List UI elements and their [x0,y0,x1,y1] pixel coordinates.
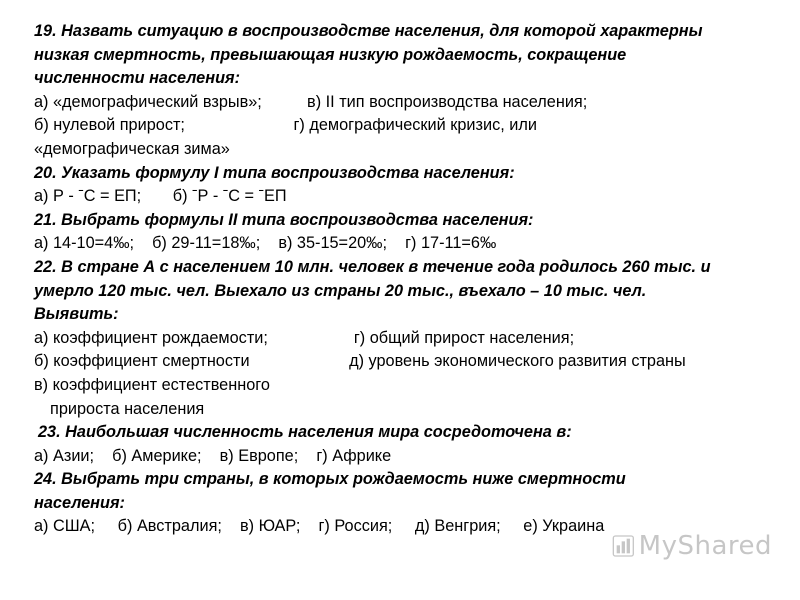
answer-line: а) «демографический взрыв»; в) II тип воспроизводства населения; [34,92,588,111]
question-line: 22. В стране А с населением 10 млн. человек в течение года родилось 260 тыс. и [34,257,711,276]
question-line: низкая смертность, превышающая низкую рождаемость, сокращение [34,45,627,64]
question-line: 23. Наибольшая численность населения мира сосредоточена в: [38,423,572,442]
answer-line: а) коэффициент рождаемости; г) общий прирост населения; [34,328,575,347]
answer-line: «демографическая зима» [34,139,230,158]
answer-line: б) коэффициент смертности д) уровень экономического развития страны [34,352,686,371]
question-line: населения: [34,493,125,512]
question-line: 20. Указать формулу I типа воспроизводства населения: [34,163,515,182]
question-line: 24. Выбрать три страны, в которых рождаемость ниже смертности [34,470,626,489]
watermark [612,527,772,565]
question-line: численности населения: [34,69,241,88]
answer-line: а) США; б) Австралия; в) ЮАР; г) Россия; д) Венгрия; е) Украина [34,517,605,536]
answer-line: а) Р - ˉС = ЕП; б) ˉР - ˉС = ˉЕП [34,187,287,206]
answer-line: б) нулевой прирост; г) демографический кризис, или [34,116,537,135]
question-line: умерло 120 тыс. чел. Выехало из страны 20 тыс., въехало – 10 тыс. чел. [34,281,647,300]
answer-line: прироста населения [50,399,205,418]
question-line: 21. Выбрать формулы II типа воспроизводства населения: [34,210,534,229]
document-body [34,20,774,539]
answer-line: а) 14-10=4‰; б) 29-11=18‰; в) 35-15=20‰; г) 17-11=6‰ [34,234,497,253]
question-line: Выявить: [34,305,119,324]
answer-line: в) коэффициент естественного [34,375,270,394]
watermark-text: MyShared [638,531,772,561]
question-line: 19. Назвать ситуацию в воспроизводстве населения, для которой характерны [34,22,703,40]
answer-line: а) Азии; б) Америке; в) Европе; г) Африке [34,446,392,465]
myshared-logo-icon [612,529,635,563]
